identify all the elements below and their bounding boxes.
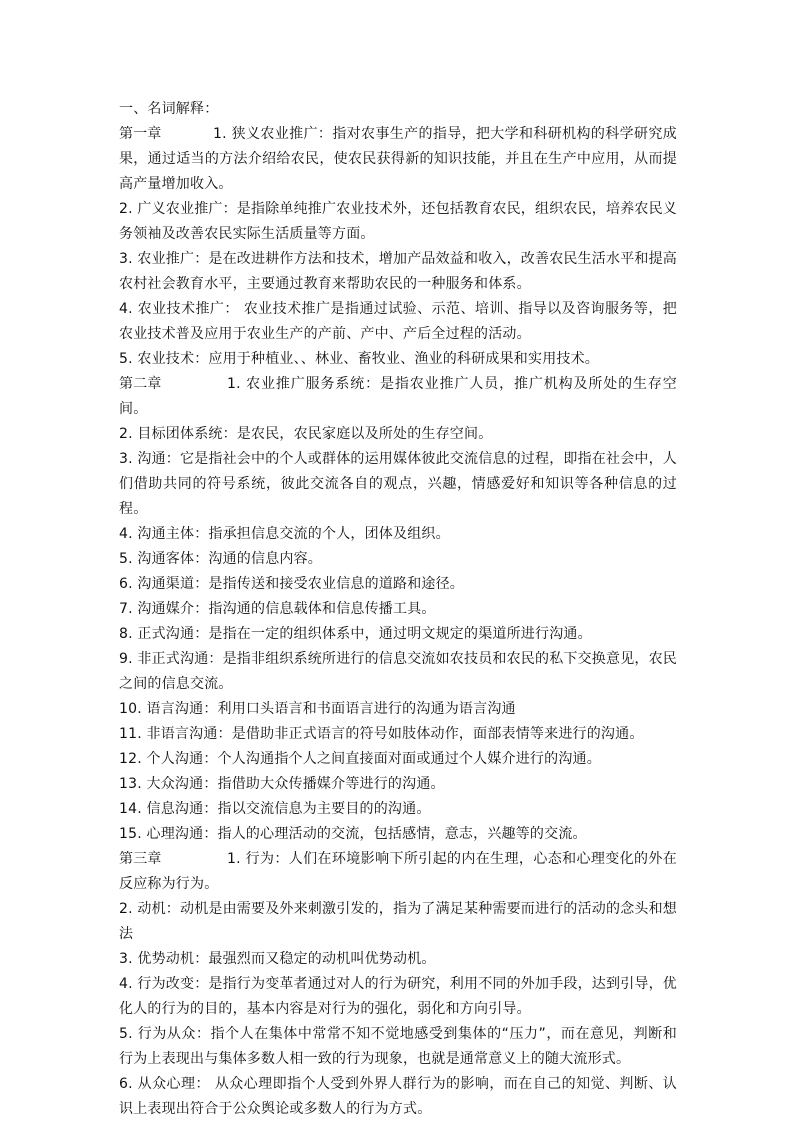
chapter3-first-entry <box>119 847 677 897</box>
term-entry: 3. 农业推广：是在改进耕作方法和技术，增加产品效益和收入，改善农民生活水平和提高农村社会教育水平，主要通过教育来帮助农民的一种服务和体系。 <box>119 251 678 292</box>
section-title: 一、名词解释： <box>119 101 219 117</box>
term-entry: 3. 沟通：它是指社会中的个人或群体的运用媒体彼此交流信息的过程，即指在社会中，人们借助共同的符号系统，彼此交流各自的观点，兴趣，情感爱好和知识等各种信息的过程。 <box>119 451 678 517</box>
term-entry: 15. 心理沟通：指人的心理活动的交流，包括感情，意志，兴趣等的交流。 <box>119 826 587 842</box>
document-body <box>119 97 677 1122</box>
term-entry: 2. 目标团体系统：是农民，农民家庭以及所处的生存空间。 <box>119 426 493 442</box>
term-entry: 3. 优势动机：最强烈而又稳定的动机叫优势动机。 <box>119 951 436 967</box>
term-entry: 5. 行为从众：指个人在集体中常常不知不觉地感受到集体的“压力”，而在意见，判断和行为上表现出与集体多数人相一致的行为现象，也就是通常意义上的随大流形式。 <box>119 1026 677 1067</box>
term-entry: 5. 沟通客体：沟通的信息内容。 <box>119 551 323 567</box>
term-entry: 5. 农业技术：应用于种植业、、林业、畜牧业、渔业的科研成果和实用技术。 <box>119 351 600 367</box>
term-entry: 14. 信息沟通：指以交流信息为主要目的的沟通。 <box>119 801 431 817</box>
chapter2-label: 第二章 <box>119 376 162 392</box>
chapter2-first-entry <box>119 372 677 422</box>
term-entry: 10. 语言沟通：利用口头语言和书面语言进行的沟通为语言沟通 <box>119 701 516 717</box>
chapter3-label: 第三章 <box>119 851 162 867</box>
term-entry: 4. 沟通主体：指承担信息交流的个人，团体及组织。 <box>119 526 450 542</box>
chapter1-first-entry <box>119 122 677 197</box>
term-entry: 4. 农业技术推广： 农业技术推广是指通过试验、示范、培训、指导以及咨询服务等，把农业技术普及应用于农业生产的产前、产中、产后全过程的活动。 <box>119 301 677 342</box>
term-entry: 6. 从众心理： 从众心理即指个人受到外界人群行为的影响，而在自己的知觉、判断、认识上表现出符合于公众舆论或多数人的行为方式。 <box>119 1076 677 1117</box>
term-entry: 4. 行为改变：是指行为变革者通过对人的行为研究，利用不同的外加手段，达到引导，优化人的行为的目的，基本内容是对行为的强化，弱化和方向引导。 <box>119 976 678 1017</box>
term-entry: 8. 正式沟通：是指在一定的组织体系中，通过明文规定的渠道所进行沟通。 <box>119 626 592 642</box>
term-entry: 13. 大众沟通：指借助大众传播媒介等进行的沟通。 <box>119 776 445 792</box>
term-entry: 11. 非语言沟通：是借助非正式语言的符号如肢体动作，面部表情等来进行的沟通。 <box>119 726 644 742</box>
term-entry: 12. 个人沟通：个人沟通指个人之间直接面对面或通过个人媒介进行的沟通。 <box>119 751 601 767</box>
term-entry: 2. 广义农业推广：是指除单纯推广农业技术外，还包括教育农民，组织农民，培养农民义务领袖及改善农民实际生活质量等方面。 <box>119 201 678 242</box>
term-entry: 1. 狭义农业推广：指对农事生产的指导，把大学和科研机构的科学研究成果，通过适当的方法介绍给农民，使农民获得新的知识技能，并且在生产中应用，从而提高产量增加收入。 <box>119 126 677 192</box>
term-entry: 6. 沟通渠道：是指传送和接受农业信息的道路和途径。 <box>119 576 465 592</box>
term-entry: 1. 农业推广服务系统：是指农业推广人员，推广机构及所处的生存空间。 <box>119 376 677 417</box>
term-entry: 2. 动机：动机是由需要及外来刺激引发的，指为了满足某种需要而进行的活动的念头和想法 <box>119 901 678 942</box>
term-entry: 7. 沟通媒介：指沟通的信息载体和信息传播工具。 <box>119 601 436 617</box>
term-entry: 1. 行为：人们在环境影响下所引起的内在生理，心态和心理变化的外在反应称为行为。 <box>119 851 677 892</box>
chapter1-label: 第一章 <box>119 126 162 142</box>
term-entry: 9. 非正式沟通：是指非组织系统所进行的信息交流如农技员和农民的私下交换意见，农民之间的信息交流。 <box>119 651 678 692</box>
